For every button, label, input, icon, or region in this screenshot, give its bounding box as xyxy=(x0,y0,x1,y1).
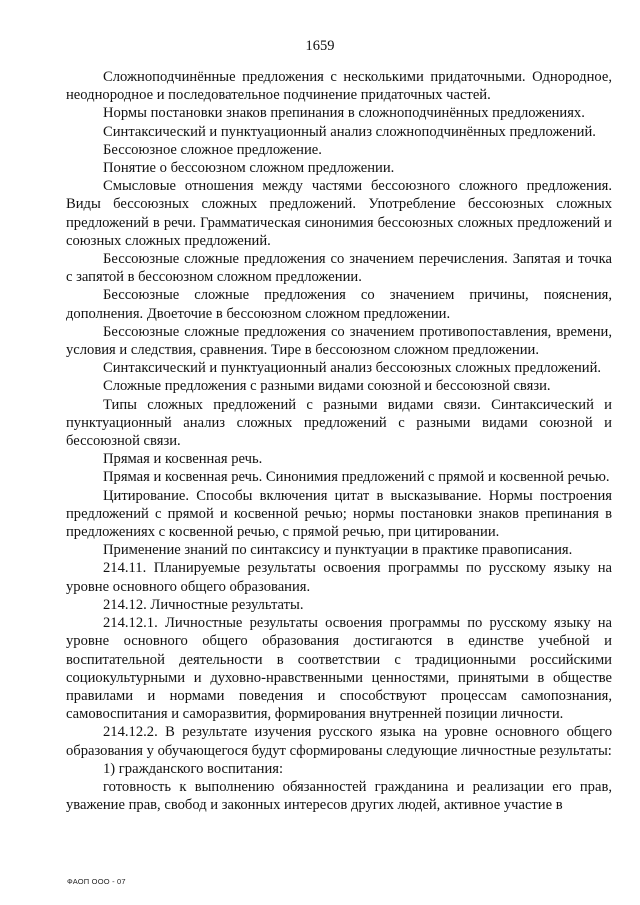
paragraph: Бессоюзные сложные предложения со значением причины, пояснения, дополнения. Двоеточие в бессоюзном сложном предложении. xyxy=(66,287,612,322)
paragraph: Понятие о бессоюзном сложном предложении. xyxy=(103,160,395,177)
paragraph: Применение знаний по синтаксису и пунктуации в практике правописания. xyxy=(103,542,573,559)
paragraph: 214.12.2. В результате изучения русского языка на уровне основного общего образования у обучающегося будут сформированы следующие личностные результаты: xyxy=(66,724,612,759)
page-number: 1659 xyxy=(305,38,335,54)
paragraph: Синтаксический и пунктуационный анализ сложноподчинённых предложений. xyxy=(103,123,596,140)
paragraph: Нормы постановки знаков препинания в сложноподчинённых предложениях. xyxy=(103,105,585,122)
paragraph: Прямая и косвенная речь. xyxy=(103,451,263,468)
paragraph: Бессоюзные сложные предложения со значением перечисления. Запятая и точка с запятой в бессоюзном сложном предложении. xyxy=(66,251,612,286)
section-heading: 214.12. Личностные результаты. xyxy=(103,596,304,613)
paragraph: Сложные предложения с разными видами союзной и бессоюзной связи. xyxy=(103,378,551,395)
paragraph: Бессоюзное сложное предложение. xyxy=(103,141,322,158)
paragraph: Прямая и косвенная речь. Синонимия предложений с прямой и косвенной речью. xyxy=(103,469,610,486)
paragraph: Бессоюзные сложные предложения со значением противопоставления, времени, условия и следствия, сравнения. Тире в бессоюзном сложном предложении. xyxy=(66,323,612,359)
list-item: 1) гражданского воспитания: xyxy=(103,760,284,777)
paragraph: Сложноподчинённые предложения с несколькими придаточными. Однородное, неоднородное и последовательное подчинение придаточных частей. xyxy=(66,69,612,104)
paragraph: Смысловые отношения между частями бессоюзного сложного предложения. Виды бессоюзных сложных предложений. Употребление бессоюзных сложных предложений в речи. Грамматическая синонимия бессоюзных сложных предложений и союзных сложных предложений. xyxy=(66,178,612,249)
paragraph: 214.12.1. Личностные результаты освоения программы по русскому языку на уровне основного общего образования достигаются в единстве учебной и воспитательной деятельности в соответствии с традиционными российскими социокультурными и духовно-нравственными ценностями, принятыми в обществе правилами и нормами поведения и способствуют процессам самопознания, самовоспитания и саморазвития, формирования внутренней позиции личности. xyxy=(66,615,612,723)
footer-code: ФАОП ООО - 07 xyxy=(67,877,126,886)
document-body xyxy=(66,68,612,814)
paragraph: Цитирование. Способы включения цитат в высказывание. Нормы построения предложений с прямой и косвенной речью; нормы постановки знаков препинания в предложениях с косвенной речью, с прямой речью, при цитировании. xyxy=(66,487,612,541)
paragraph: Типы сложных предложений с разными видами связи. Синтаксический и пунктуационный анализ сложных предложений с разными видами союзной и бессоюзной связи. xyxy=(66,396,612,450)
paragraph: готовность к выполнению обязанностей гражданина и реализации его прав, уважение прав, свобод и законных интересов других людей, активное участие в xyxy=(66,778,612,814)
section-heading: 214.11. Планируемые результаты освоения программы по русскому языку на уровне основного общего образования. xyxy=(66,560,612,595)
paragraph: Синтаксический и пунктуационный анализ бессоюзных сложных предложений. xyxy=(103,360,602,377)
